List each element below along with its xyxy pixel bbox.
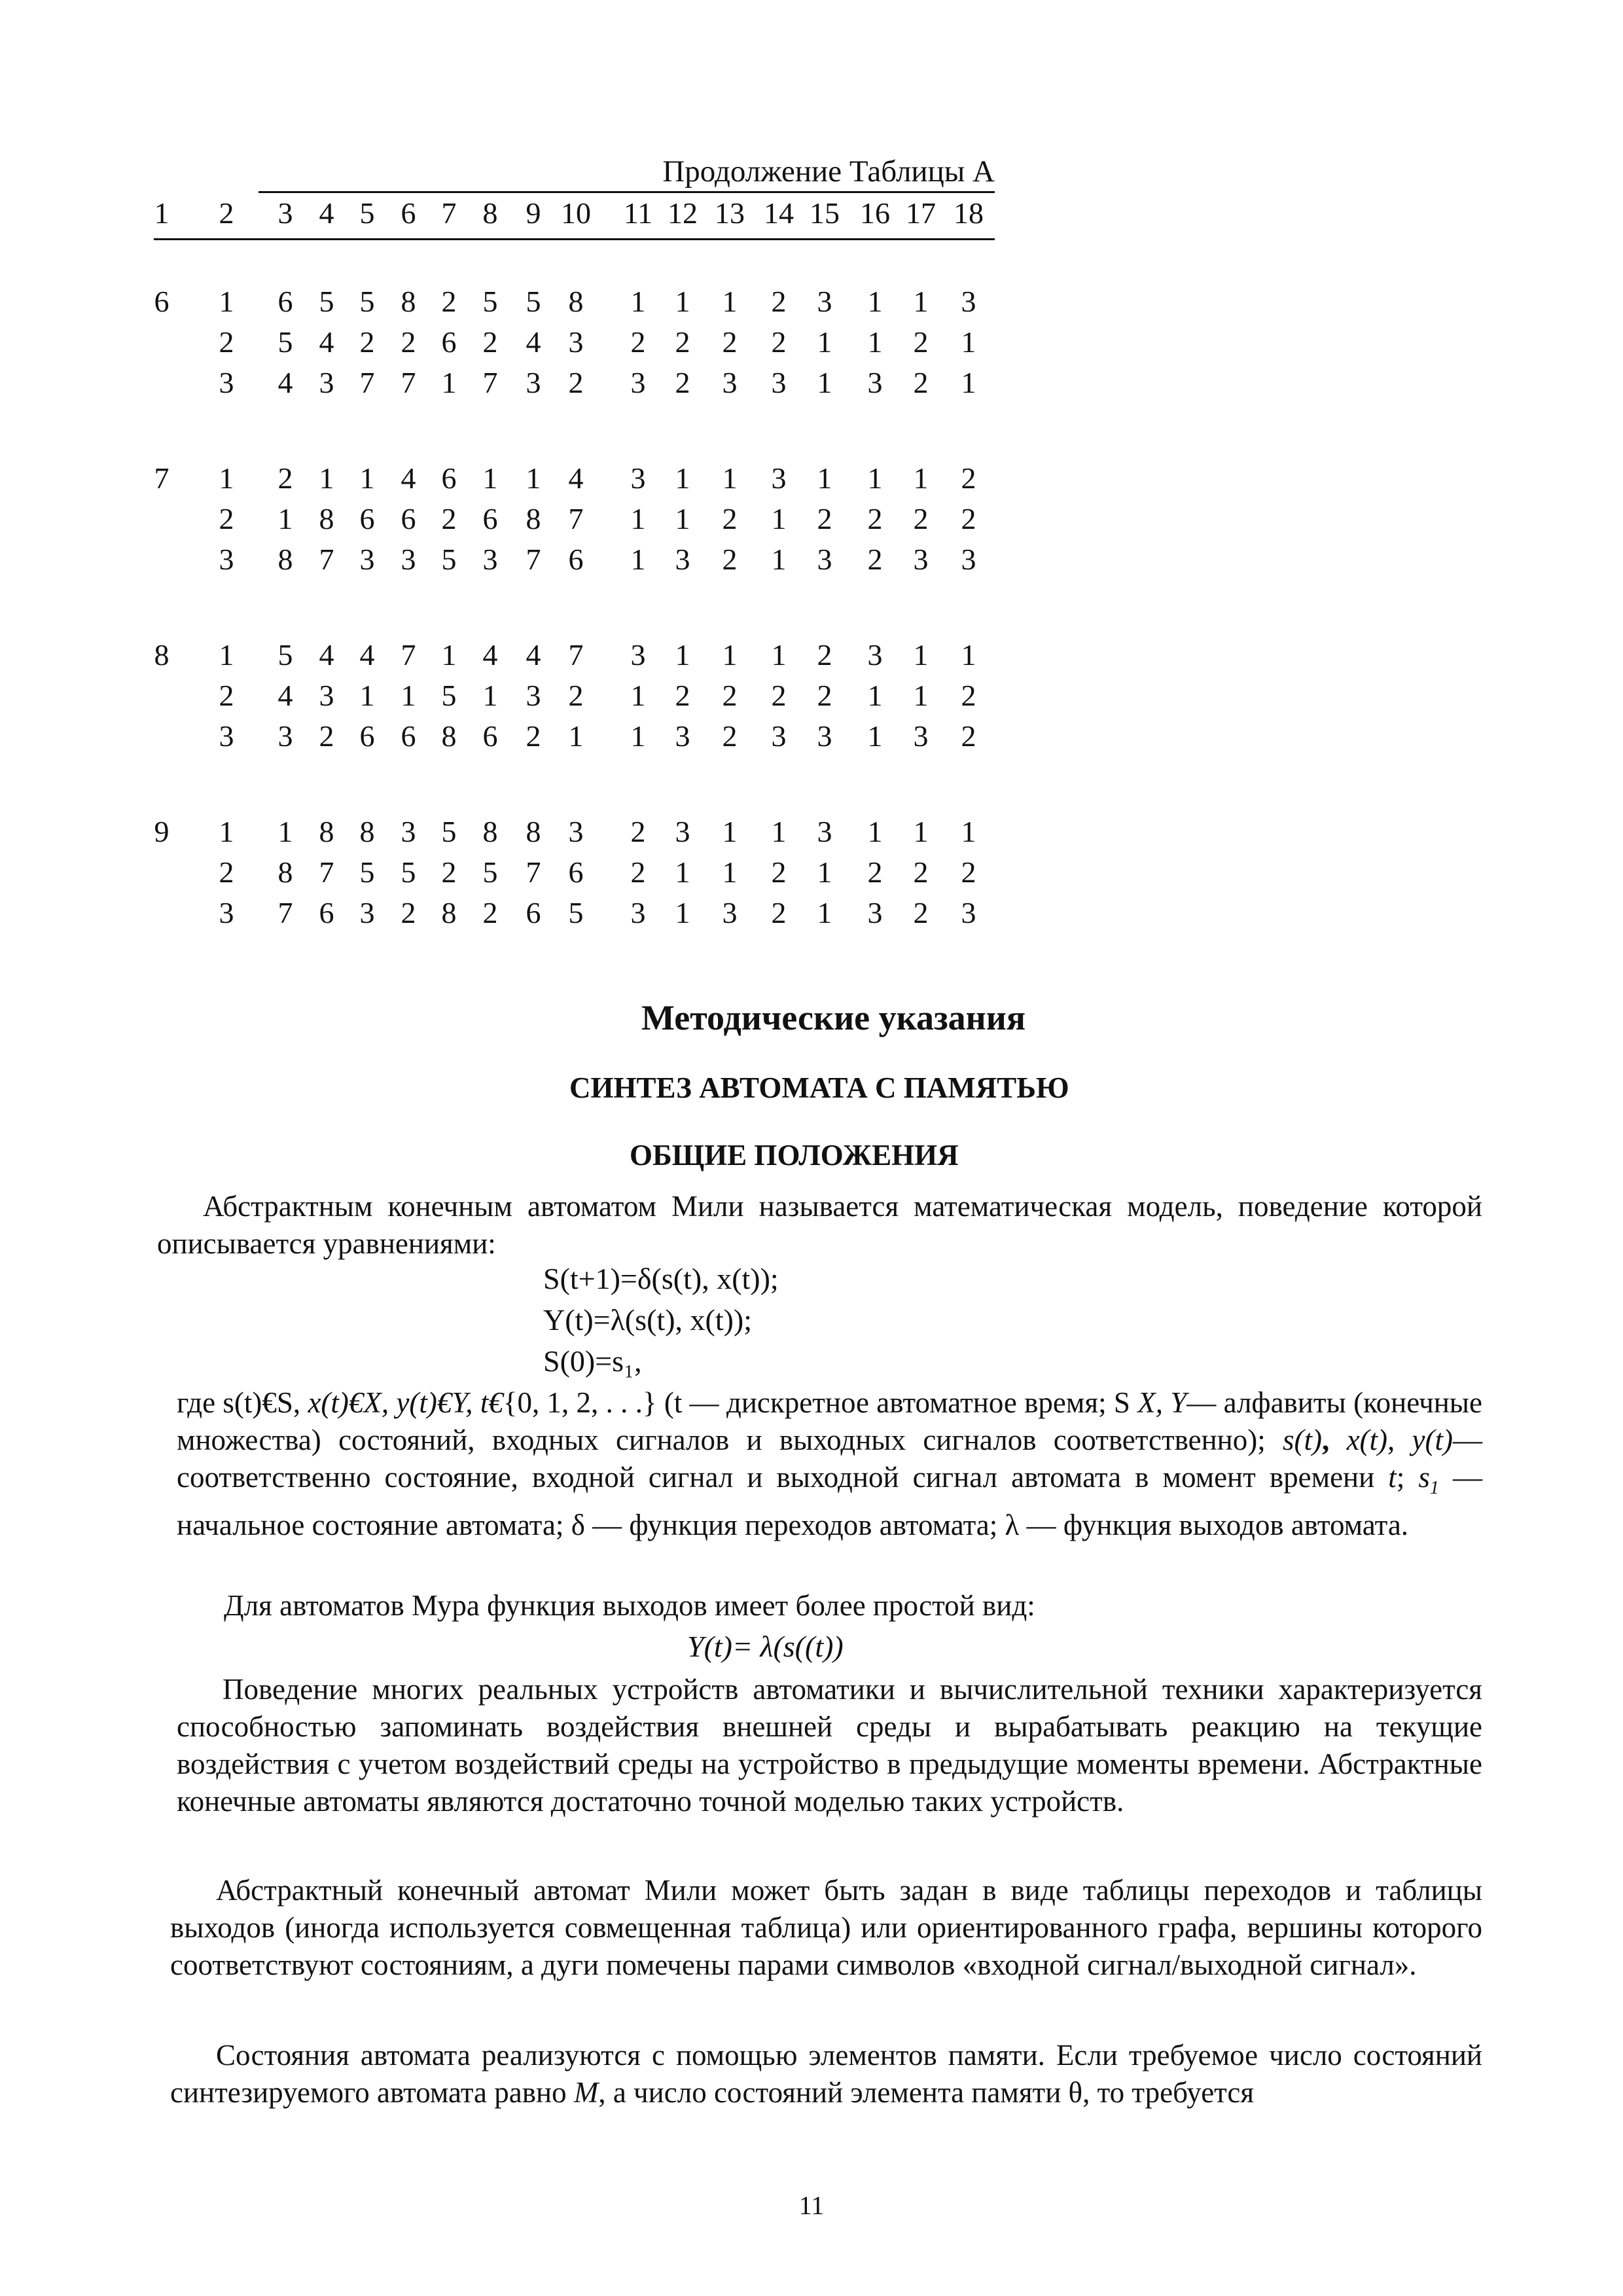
table-header-col-8: 8 — [482, 196, 498, 230]
table-cell-col-10: 3 — [568, 815, 584, 848]
table-cell-col-15: 3 — [817, 719, 832, 753]
table-cell-col-3: 2 — [277, 461, 293, 495]
table-cell-col-2: 2 — [219, 502, 234, 535]
table-cell-col-18: 1 — [961, 325, 976, 359]
table-cell-col-17: 2 — [913, 325, 929, 359]
table-cell-col-17: 2 — [913, 366, 929, 399]
table-cell-col-15: 1 — [817, 325, 832, 359]
table-header-col-12: 12 — [668, 196, 698, 230]
table-cell-col-14: 3 — [771, 461, 787, 495]
table-cell-col-15: 1 — [817, 896, 832, 929]
table-cell-col-17: 1 — [913, 285, 929, 318]
table-cell-col-3: 1 — [277, 815, 293, 848]
table-cell-col-12: 2 — [675, 366, 690, 399]
table-cell-col-18: 1 — [961, 638, 976, 672]
table-cell-col-8: 1 — [482, 679, 498, 712]
table-cell-col-4: 7 — [319, 855, 334, 889]
table-cell-col-2: 1 — [219, 815, 234, 848]
table-cell-col-13: 1 — [722, 285, 738, 318]
table-cell-col-2: 2 — [219, 325, 234, 359]
table-cell-col-11: 3 — [630, 366, 646, 399]
table-cell-col-12: 1 — [675, 896, 690, 929]
table-cell-col-3: 1 — [277, 502, 293, 535]
table-cell-col-5: 3 — [359, 896, 375, 929]
table-cell-col-15: 3 — [817, 815, 832, 848]
table-cell-col-17: 1 — [913, 679, 929, 712]
table-cell-col-3: 5 — [277, 638, 293, 672]
table-cell-col-5: 7 — [359, 366, 375, 399]
table-row — [0, 499, 1623, 539]
table-row — [0, 716, 1623, 757]
table-cell-col-7: 5 — [441, 679, 457, 712]
table-cell-col-13: 1 — [722, 638, 738, 672]
table-cell-col-5: 2 — [359, 325, 375, 359]
table-cell-col-9: 6 — [526, 896, 541, 929]
table-cell-col-4: 4 — [319, 325, 334, 359]
table-cell-col-1: 6 — [154, 285, 169, 318]
table-cell-col-3: 4 — [277, 679, 293, 712]
table-cell-col-5: 1 — [359, 461, 375, 495]
table-cell-col-5: 6 — [359, 719, 375, 753]
table-cell-col-9: 8 — [526, 815, 541, 848]
table-cell-col-17: 2 — [913, 855, 929, 889]
table-cell-col-14: 2 — [771, 896, 787, 929]
table-cell-col-4: 8 — [319, 502, 334, 535]
table-cell-col-14: 2 — [771, 679, 787, 712]
table-cell-col-4: 4 — [319, 638, 334, 672]
table-cell-col-4: 8 — [319, 815, 334, 848]
table-header-col-13: 13 — [715, 196, 745, 230]
table-cell-col-12: 2 — [675, 679, 690, 712]
table-cell-col-11: 3 — [630, 638, 646, 672]
table-cell-col-11: 2 — [630, 815, 646, 848]
table-cell-col-18: 2 — [961, 855, 976, 889]
table-header-col-15: 15 — [810, 196, 840, 230]
table-header-col-18: 18 — [954, 196, 984, 230]
table-cell-col-14: 2 — [771, 325, 787, 359]
table-cell-col-4: 3 — [319, 366, 334, 399]
table-cell-col-5: 4 — [359, 638, 375, 672]
table-cell-col-18: 1 — [961, 366, 976, 399]
table-row — [0, 539, 1623, 580]
table-cell-col-17: 2 — [913, 896, 929, 929]
table-cell-col-18: 2 — [961, 502, 976, 535]
table-cell-col-11: 2 — [630, 855, 646, 889]
table-row — [0, 363, 1623, 403]
paragraph-moore: Для автоматов Мура функция выходов имеет более простой вид: — [224, 1589, 1035, 1622]
table-cell-col-8: 2 — [482, 325, 498, 359]
table-cell-col-3: 8 — [277, 543, 293, 576]
table-cell-col-16: 1 — [867, 679, 883, 712]
table-cell-col-7: 5 — [441, 543, 457, 576]
table-cell-col-16: 1 — [867, 815, 883, 848]
table-cell-col-13: 2 — [722, 543, 738, 576]
table-cell-col-15: 2 — [817, 679, 832, 712]
table-cell-col-12: 1 — [675, 638, 690, 672]
table-cell-col-11: 3 — [630, 461, 646, 495]
table-cell-col-10: 2 — [568, 679, 584, 712]
table-cell-col-12: 3 — [675, 815, 690, 848]
table-cell-col-8: 6 — [482, 502, 498, 535]
table-cell-col-2: 3 — [219, 896, 234, 929]
table-cell-col-9: 3 — [526, 679, 541, 712]
table-row — [0, 812, 1623, 852]
table-cell-col-14: 1 — [771, 638, 787, 672]
table-cell-col-10: 1 — [568, 719, 584, 753]
table-cell-col-2: 3 — [219, 719, 234, 753]
table-cell-col-6: 2 — [401, 896, 416, 929]
table-cell-col-17: 1 — [913, 461, 929, 495]
table-cell-col-2: 1 — [219, 285, 234, 318]
table-cell-col-3: 6 — [277, 285, 293, 318]
table-cell-col-4: 1 — [319, 461, 334, 495]
table-cell-col-6: 7 — [401, 366, 416, 399]
table-cell-col-13: 2 — [722, 679, 738, 712]
table-cell-col-8: 1 — [482, 461, 498, 495]
table-cell-col-13: 3 — [722, 366, 738, 399]
table-cell-col-12: 1 — [675, 285, 690, 318]
table-row — [0, 458, 1623, 499]
table-cell-col-18: 3 — [961, 896, 976, 929]
table-cell-col-18: 2 — [961, 719, 976, 753]
table-cell-col-14: 1 — [771, 815, 787, 848]
table-cell-col-9: 2 — [526, 719, 541, 753]
paragraph-notation: где s(t)€S, x(t)€X, y(t)€Y, t€{0, 1, 2, . . .} (t — дискретное автоматное время; S X, Y— алфавиты (конечные множества) состояний, входных сигналов и выходных сигналов соответственно); s(t), x(t), y(t)—соответственно состояние, входной сигнал и выходной сигнал автомата в момент времени t; $s_1$ — начальное состояние автомата; δ — функция переходов автомата; λ — функция выходов автомата. — [177, 1386, 1483, 1541]
table-cell-col-9: 3 — [526, 366, 541, 399]
table-cell-col-6: 7 — [401, 638, 416, 672]
table-cell-col-10: 7 — [568, 502, 584, 535]
table-cell-col-16: 2 — [867, 855, 883, 889]
table-cell-col-2: 2 — [219, 679, 234, 712]
table-cell-col-7: 2 — [441, 285, 457, 318]
table-cell-col-10: 5 — [568, 896, 584, 929]
table-cell-col-5: 6 — [359, 502, 375, 535]
table-cell-col-4: 7 — [319, 543, 334, 576]
table-cell-col-8: 8 — [482, 815, 498, 848]
table-cell-col-2: 3 — [219, 543, 234, 576]
table-cell-col-11: 1 — [630, 543, 646, 576]
table-cell-col-15: 1 — [817, 461, 832, 495]
table-header-col-7: 7 — [441, 196, 457, 230]
table-cell-col-13: 1 — [722, 461, 738, 495]
table-cell-col-5: 1 — [359, 679, 375, 712]
table-cell-col-6: 2 — [401, 325, 416, 359]
table-cell-col-3: 4 — [277, 366, 293, 399]
table-cell-col-9: 8 — [526, 502, 541, 535]
formula-transition: S(t+1)=δ(s(t), x(t)); — [543, 1262, 779, 1295]
table-cell-col-13: 2 — [722, 502, 738, 535]
table-cell-col-14: 3 — [771, 719, 787, 753]
table-header-col-9: 9 — [526, 196, 541, 230]
table-cell-col-14: 2 — [771, 855, 787, 889]
table-cell-col-18: 3 — [961, 543, 976, 576]
table-header-col-3: 3 — [277, 196, 293, 230]
page-number: 11 — [798, 2191, 825, 2220]
table-cell-col-15: 1 — [817, 855, 832, 889]
table-cell-col-16: 1 — [867, 461, 883, 495]
table-cell-col-13: 1 — [722, 815, 738, 848]
table-cell-col-6: 3 — [401, 815, 416, 848]
table-cell-col-13: 2 — [722, 719, 738, 753]
table-cell-col-16: 1 — [867, 285, 883, 318]
table-cell-col-16: 1 — [867, 719, 883, 753]
table-cell-col-12: 1 — [675, 502, 690, 535]
table-cell-col-17: 3 — [913, 719, 929, 753]
table-cell-col-16: 3 — [867, 366, 883, 399]
table-cell-col-3: 7 — [277, 896, 293, 929]
table-cell-col-2: 1 — [219, 461, 234, 495]
table-row — [0, 893, 1623, 933]
table-header-col-4: 4 — [319, 196, 334, 230]
table-cell-col-9: 7 — [526, 543, 541, 576]
table-cell-col-12: 1 — [675, 855, 690, 889]
table-cell-col-10: 2 — [568, 366, 584, 399]
table-header-col-17: 17 — [906, 196, 936, 230]
table-cell-col-8: 5 — [482, 855, 498, 889]
table-cell-col-6: 6 — [401, 502, 416, 535]
table-cell-col-15: 3 — [817, 543, 832, 576]
table-header-col-5: 5 — [359, 196, 375, 230]
table-cell-col-5: 8 — [359, 815, 375, 848]
table-cell-col-2: 2 — [219, 855, 234, 889]
table-cell-col-7: 2 — [441, 502, 457, 535]
paragraph-behavior: Поведение многих реальных устройств автоматики и вычислительной техники характеризуется способностью запоминать воздействия внешней среды и вырабатывать реакцию на текущие воздействия с учетом воздействий среды на устройство в предыдущие моменты времени. Абстрактные конечные автоматы являются достаточно точной моделью таких устройств. — [177, 1673, 1482, 1818]
table-header-col-11: 11 — [623, 196, 653, 230]
table-cell-col-9: 5 — [526, 285, 541, 318]
table-cell-col-14: 2 — [771, 285, 787, 318]
table-cell-col-15: 2 — [817, 502, 832, 535]
section-subtitle: СИНТЕЗ АВТОМАТА С ПАМЯТЬЮ — [569, 1071, 1069, 1104]
table-cell-col-6: 6 — [401, 719, 416, 753]
table-cell-col-7: 8 — [441, 719, 457, 753]
formula-moore: Y(t)= λ(s((t)) — [687, 1630, 844, 1663]
table-cell-col-8: 4 — [482, 638, 498, 672]
table-cell-col-5: 3 — [359, 543, 375, 576]
table-row — [0, 852, 1623, 893]
paragraph-representation: Абстрактный конечный автомат Мили может быть задан в виде таблицы переходов и таблицы выходов (иногда используется совмещенная таблица) или ориентированного графа, вершины которого соответствуют состояниям, а дуги помечены парами символов «входной сигнал/выходной сигнал». — [170, 1874, 1482, 1981]
table-cell-col-1: 7 — [154, 461, 169, 495]
table-cell-col-4: 3 — [319, 679, 334, 712]
table-cell-col-10: 3 — [568, 325, 584, 359]
table-cell-col-12: 1 — [675, 461, 690, 495]
table-cell-col-1: 9 — [154, 815, 169, 848]
table-cell-col-6: 4 — [401, 461, 416, 495]
table-cell-col-15: 1 — [817, 366, 832, 399]
table-cell-col-7: 6 — [441, 325, 457, 359]
section-title: Методические указания — [641, 998, 1026, 1037]
table-cell-col-9: 1 — [526, 461, 541, 495]
table-cell-col-11: 1 — [630, 285, 646, 318]
table-row — [0, 635, 1623, 675]
table-header-col-1: 1 — [154, 196, 169, 230]
table-cell-col-5: 5 — [359, 855, 375, 889]
table-cell-col-17: 1 — [913, 815, 929, 848]
table-cell-col-17: 1 — [913, 638, 929, 672]
table-cell-col-6: 5 — [401, 855, 416, 889]
table-cell-col-10: 7 — [568, 638, 584, 672]
table-cell-col-7: 1 — [441, 638, 457, 672]
table-cell-col-1: 8 — [154, 638, 169, 672]
table-cell-col-15: 3 — [817, 285, 832, 318]
table-cell-col-9: 4 — [526, 325, 541, 359]
table-caption: Продолжение Таблицы А — [662, 154, 995, 188]
table-cell-col-5: 5 — [359, 285, 375, 318]
table-cell-col-8: 6 — [482, 719, 498, 753]
table-cell-col-13: 1 — [722, 855, 738, 889]
table-cell-col-4: 6 — [319, 896, 334, 929]
table-cell-col-7: 2 — [441, 855, 457, 889]
section-heading: ОБЩИЕ ПОЛОЖЕНИЯ — [630, 1139, 959, 1172]
paragraph-mealy-definition: Абстрактным конечным автоматом Мили называется математическая модель, поведение которой описывается уравнениями: — [157, 1190, 1482, 1260]
table-cell-col-8: 3 — [482, 543, 498, 576]
table-cell-col-10: 6 — [568, 855, 584, 889]
table-cell-col-8: 5 — [482, 285, 498, 318]
table-cell-col-14: 1 — [771, 543, 787, 576]
table-header-col-14: 14 — [764, 196, 794, 230]
table-header-col-10: 10 — [561, 196, 591, 230]
table-cell-col-6: 8 — [401, 285, 416, 318]
formula-output: Y(t)=λ(s(t), x(t)); — [543, 1303, 753, 1336]
table-cell-col-7: 5 — [441, 815, 457, 848]
table-header-col-16: 16 — [860, 196, 890, 230]
table-cell-col-16: 1 — [867, 325, 883, 359]
table-cell-col-16: 2 — [867, 502, 883, 535]
table-cell-col-4: 2 — [319, 719, 334, 753]
table-cell-col-11: 2 — [630, 325, 646, 359]
table-cell-col-7: 8 — [441, 896, 457, 929]
table-cell-col-8: 7 — [482, 366, 498, 399]
table-cell-col-14: 1 — [771, 502, 787, 535]
table-cell-col-15: 2 — [817, 638, 832, 672]
table-cell-col-7: 6 — [441, 461, 457, 495]
table-row — [0, 281, 1623, 322]
table-cell-col-12: 2 — [675, 325, 690, 359]
table-cell-col-13: 2 — [722, 325, 738, 359]
table-cell-col-2: 3 — [219, 366, 234, 399]
table-cell-col-10: 8 — [568, 285, 584, 318]
table-cell-col-6: 1 — [401, 679, 416, 712]
table-cell-col-14: 3 — [771, 366, 787, 399]
table-cell-col-11: 1 — [630, 502, 646, 535]
table-cell-col-17: 2 — [913, 502, 929, 535]
table-cell-col-18: 2 — [961, 461, 976, 495]
table-header-rule — [154, 238, 995, 240]
table-row — [0, 322, 1623, 363]
table-cell-col-12: 3 — [675, 543, 690, 576]
table-header-col-2: 2 — [219, 196, 234, 230]
table-cell-col-12: 3 — [675, 719, 690, 753]
table-header-col-6: 6 — [401, 196, 416, 230]
table-cell-col-16: 3 — [867, 638, 883, 672]
table-row — [0, 675, 1623, 716]
table-cell-col-6: 3 — [401, 543, 416, 576]
table-cell-col-3: 3 — [277, 719, 293, 753]
paragraph-memory-elements: Состояния автомата реализуются с помощью элементов памяти. Если требуемое число состояний синтезируемого автомата равно M, а число состояний элемента памяти θ, то требуется — [170, 2039, 1482, 2109]
table-cell-col-10: 4 — [568, 461, 584, 495]
table-cell-col-18: 1 — [961, 815, 976, 848]
table-cell-col-16: 3 — [867, 896, 883, 929]
table-cell-col-4: 5 — [319, 285, 334, 318]
table-cell-col-11: 1 — [630, 719, 646, 753]
table-cell-col-16: 2 — [867, 543, 883, 576]
table-cell-col-10: 6 — [568, 543, 584, 576]
table-cell-col-18: 3 — [961, 285, 976, 318]
table-cell-col-17: 3 — [913, 543, 929, 576]
table-cell-col-18: 2 — [961, 679, 976, 712]
table-cell-col-11: 3 — [630, 896, 646, 929]
table-cell-col-2: 1 — [219, 638, 234, 672]
table-cell-col-13: 3 — [722, 896, 738, 929]
table-cell-col-8: 2 — [482, 896, 498, 929]
formula-initial-state: S(0)=s₁, — [543, 1344, 642, 1378]
table-cell-col-11: 1 — [630, 679, 646, 712]
table-cell-col-3: 5 — [277, 325, 293, 359]
table-cell-col-3: 8 — [277, 855, 293, 889]
table-cell-col-7: 1 — [441, 366, 457, 399]
table-header-row — [0, 193, 1623, 234]
table-cell-col-9: 4 — [526, 638, 541, 672]
table-cell-col-9: 7 — [526, 855, 541, 889]
